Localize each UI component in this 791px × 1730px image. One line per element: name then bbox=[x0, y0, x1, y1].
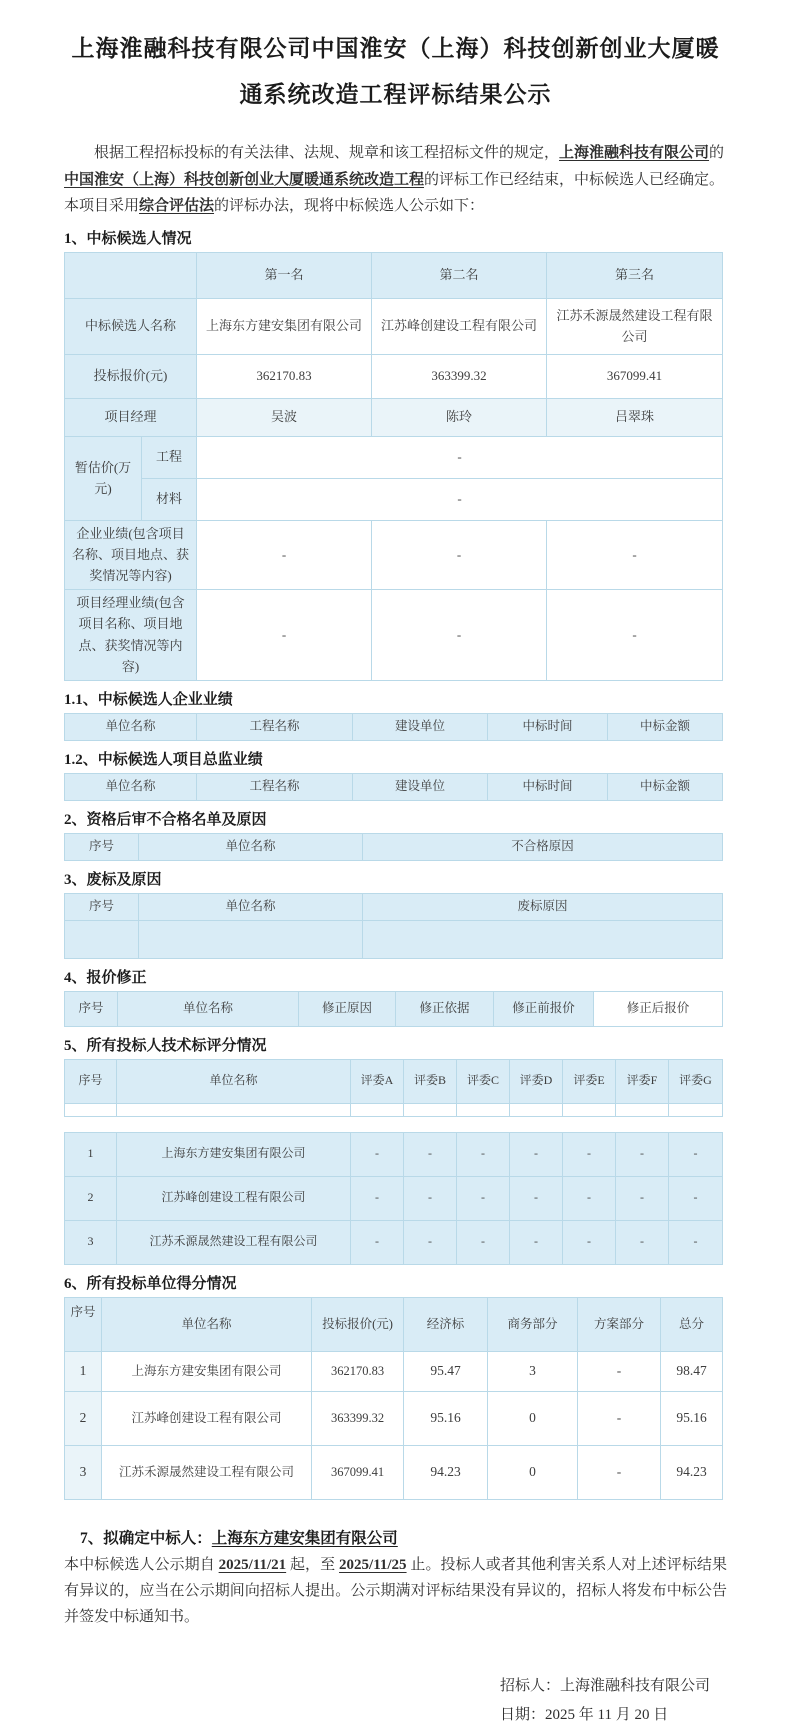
candidates-table bbox=[64, 252, 723, 681]
row-number: 1 bbox=[65, 1132, 117, 1176]
column-header: 序号 bbox=[65, 1059, 117, 1103]
plan-score: - bbox=[578, 1391, 661, 1445]
economic-score: 95.47 bbox=[404, 1351, 488, 1391]
judge-score: - bbox=[510, 1220, 563, 1264]
column-header: 单位名称 bbox=[118, 991, 299, 1026]
row-label: 企业业绩(包含项目名称、项目地点、获奖情况等内容) bbox=[65, 520, 197, 589]
judge-score: - bbox=[616, 1220, 669, 1264]
total-score: 98.47 bbox=[661, 1351, 723, 1391]
footer-date: 日期：2025 年 11 月 20 日 bbox=[500, 1706, 669, 1723]
judge-score: - bbox=[457, 1220, 510, 1264]
total-score: 94.23 bbox=[661, 1445, 723, 1499]
column-header: 评委G bbox=[669, 1059, 723, 1103]
bid-price: 367099.41 bbox=[312, 1445, 404, 1499]
row-label: 暂估价(万元) bbox=[65, 436, 142, 520]
total-score-table bbox=[64, 1297, 723, 1500]
publicity-start-date: 2025/11/21 bbox=[218, 1556, 287, 1573]
intro-paragraph bbox=[64, 140, 727, 220]
section-1-1-heading: 1.1、中标候选人企业业绩 bbox=[64, 691, 233, 708]
table-row bbox=[65, 298, 723, 354]
project-manager: 吕翠珠 bbox=[547, 398, 723, 436]
bidder-name: 江苏禾源晟然建设工程有限公司 bbox=[117, 1220, 351, 1264]
section-4-heading: 4、报价修正 bbox=[64, 969, 147, 986]
intro-text: 的 bbox=[709, 145, 725, 161]
candidate-name: 江苏禾源晟然建设工程有限公司 bbox=[547, 298, 723, 354]
column-header: 评委C bbox=[457, 1059, 510, 1103]
column-header: 建设单位 bbox=[353, 773, 488, 800]
row-number: 2 bbox=[65, 1391, 102, 1445]
rank-header-third: 第三名 bbox=[547, 252, 723, 298]
bid-price: 362170.83 bbox=[312, 1351, 404, 1391]
column-header: 单位名称 bbox=[65, 713, 197, 740]
judge-score: - bbox=[616, 1132, 669, 1176]
judge-score: - bbox=[351, 1132, 404, 1176]
column-header: 序号 bbox=[65, 893, 139, 920]
evaluation-method: 综合评估法 bbox=[139, 198, 215, 214]
row-number: 2 bbox=[65, 1176, 117, 1220]
section-7-heading bbox=[64, 1526, 727, 1548]
page-title: 上海淮融科技有限公司中国淮安（上海）科技创新创业大厦暖通系统改造工程评标结果公示 bbox=[71, 36, 720, 107]
judge-score: - bbox=[616, 1176, 669, 1220]
plan-score: - bbox=[578, 1445, 661, 1499]
table-row bbox=[65, 1297, 723, 1351]
signature-block bbox=[500, 1672, 727, 1730]
bid-price: 363399.32 bbox=[312, 1391, 404, 1445]
judge-score: - bbox=[404, 1132, 457, 1176]
judge-score: - bbox=[669, 1132, 723, 1176]
table-row bbox=[65, 520, 723, 589]
column-header: 经济标 bbox=[404, 1297, 488, 1351]
bid-price: 363399.32 bbox=[372, 354, 547, 398]
column-header: 总分 bbox=[661, 1297, 723, 1351]
corp-performance: - bbox=[547, 520, 723, 589]
project-name: 中国淮安（上海）科技创新创业大厦暖通系统改造工程 bbox=[64, 171, 425, 188]
row-number: 3 bbox=[65, 1445, 102, 1499]
row-number: 3 bbox=[65, 1220, 117, 1264]
judge-score: - bbox=[563, 1220, 616, 1264]
tech-score-data-table bbox=[64, 1132, 723, 1265]
table-gap bbox=[64, 1117, 727, 1132]
column-header: 方案部分 bbox=[578, 1297, 661, 1351]
column-header: 修正后报价 bbox=[594, 991, 723, 1026]
column-header: 评委E bbox=[563, 1059, 616, 1103]
column-header: 修正依据 bbox=[396, 991, 494, 1026]
table-row bbox=[65, 1220, 723, 1264]
column-header: 序号 bbox=[65, 833, 139, 860]
rank-header-second: 第二名 bbox=[372, 252, 547, 298]
judge-score: - bbox=[563, 1176, 616, 1220]
column-header: 工程名称 bbox=[197, 773, 353, 800]
table-cell-empty bbox=[65, 252, 197, 298]
table-cell-empty bbox=[65, 1103, 117, 1116]
column-header: 修正原因 bbox=[299, 991, 396, 1026]
table-cell-empty bbox=[117, 1103, 351, 1116]
price-correction-table bbox=[64, 991, 723, 1027]
table-cell-empty bbox=[669, 1103, 723, 1116]
corp-performance: - bbox=[372, 520, 547, 589]
table-row bbox=[65, 1132, 723, 1176]
table-row bbox=[65, 991, 723, 1026]
estimate-value: - bbox=[197, 436, 723, 478]
column-header: 评委D bbox=[510, 1059, 563, 1103]
judge-score: - bbox=[669, 1220, 723, 1264]
section-1-2-heading: 1.2、中标候选人项目总监业绩 bbox=[64, 751, 263, 768]
pm-performance: - bbox=[372, 589, 547, 680]
table-row bbox=[65, 354, 723, 398]
table-cell-empty bbox=[457, 1103, 510, 1116]
column-header: 不合格原因 bbox=[363, 833, 723, 860]
row-label: 中标候选人名称 bbox=[65, 298, 197, 354]
table-row bbox=[65, 1176, 723, 1220]
row-label: 项目经理 bbox=[65, 398, 197, 436]
table-row-empty bbox=[65, 920, 723, 958]
publicity-end-date: 2025/11/25 bbox=[339, 1556, 407, 1573]
footer-tenderer: 招标人：上海淮融科技有限公司 bbox=[500, 1677, 711, 1694]
table-cell-empty bbox=[351, 1103, 404, 1116]
closing-text: 止。投标人或者其他利害关系人对上述评标结果有异议的，应当在公示期间向招标人提出。公示期满对评标结果没有异议的，招标人将发布中标公告并签发中标通知书。 bbox=[64, 1556, 727, 1625]
business-score: 3 bbox=[488, 1351, 578, 1391]
column-header: 商务部分 bbox=[488, 1297, 578, 1351]
table-row bbox=[65, 833, 723, 860]
pm-performance: - bbox=[197, 589, 372, 680]
judge-score: - bbox=[510, 1176, 563, 1220]
business-score: 0 bbox=[488, 1445, 578, 1499]
column-header: 评委B bbox=[404, 1059, 457, 1103]
estimate-value: - bbox=[197, 478, 723, 520]
table-row bbox=[65, 713, 723, 740]
winner-label: 7、拟确定中标人： bbox=[80, 1529, 212, 1547]
table-row-empty bbox=[65, 1103, 723, 1116]
row-sublabel: 材料 bbox=[142, 478, 197, 520]
table-row bbox=[65, 436, 723, 478]
column-header: 单位名称 bbox=[117, 1059, 351, 1103]
column-header: 评委A bbox=[351, 1059, 404, 1103]
table-row bbox=[65, 1059, 723, 1103]
column-header: 投标报价(元) bbox=[312, 1297, 404, 1351]
row-number: 1 bbox=[65, 1351, 102, 1391]
tech-score-header-table bbox=[64, 1059, 723, 1117]
section-2-heading: 2、资格后审不合格名单及原因 bbox=[64, 811, 267, 828]
table-cell-empty bbox=[510, 1103, 563, 1116]
table-cell-empty bbox=[563, 1103, 616, 1116]
table-row bbox=[65, 1391, 723, 1445]
judge-score: - bbox=[404, 1176, 457, 1220]
column-header: 单位名称 bbox=[102, 1297, 312, 1351]
row-label: 投标报价(元) bbox=[65, 354, 197, 398]
table-row bbox=[65, 252, 723, 298]
table-row bbox=[65, 1351, 723, 1391]
table-cell-empty bbox=[139, 920, 363, 958]
intro-text: 根据工程招标投标的有关法律、法规、规章和该工程招标文件的规定， bbox=[94, 145, 560, 161]
tenderer-name: 上海淮融科技有限公司 bbox=[559, 145, 710, 161]
closing-text: 本中标候选人公示期自 bbox=[64, 1556, 219, 1573]
column-header: 中标金额 bbox=[608, 713, 723, 740]
column-header: 建设单位 bbox=[353, 713, 488, 740]
table-row bbox=[65, 893, 723, 920]
column-header: 中标时间 bbox=[488, 713, 608, 740]
table-row bbox=[65, 1445, 723, 1499]
row-label: 项目经理业绩(包含项目名称、项目地点、获奖情况等内容) bbox=[65, 589, 197, 680]
project-manager: 陈玲 bbox=[372, 398, 547, 436]
column-header: 单位名称 bbox=[65, 773, 197, 800]
economic-score: 95.16 bbox=[404, 1391, 488, 1445]
table-cell-empty bbox=[363, 920, 723, 958]
column-header: 中标金额 bbox=[608, 773, 723, 800]
judge-score: - bbox=[457, 1176, 510, 1220]
corp-performance-table bbox=[64, 713, 723, 741]
column-header: 序号 bbox=[65, 1297, 102, 1351]
rejected-bids-table bbox=[64, 893, 723, 959]
bidder-name: 江苏峰创建设工程有限公司 bbox=[117, 1176, 351, 1220]
total-score: 95.16 bbox=[661, 1391, 723, 1445]
bidder-name: 上海东方建安集团有限公司 bbox=[102, 1351, 312, 1391]
candidate-name: 上海东方建安集团有限公司 bbox=[197, 298, 372, 354]
project-manager: 吴波 bbox=[197, 398, 372, 436]
intro-text: 的评标工作已经结束，中标候选人已经确定。本项目采用 bbox=[64, 171, 725, 214]
plan-score: - bbox=[578, 1351, 661, 1391]
section-1-heading: 1、中标候选人情况 bbox=[64, 230, 192, 247]
judge-score: - bbox=[510, 1132, 563, 1176]
table-cell-empty bbox=[404, 1103, 457, 1116]
bidder-name: 上海东方建安集团有限公司 bbox=[117, 1132, 351, 1176]
table-row bbox=[65, 773, 723, 800]
column-header: 中标时间 bbox=[488, 773, 608, 800]
row-sublabel: 工程 bbox=[142, 436, 197, 478]
director-performance-table bbox=[64, 773, 723, 801]
judge-score: - bbox=[351, 1176, 404, 1220]
judge-score: - bbox=[457, 1132, 510, 1176]
judge-score: - bbox=[669, 1176, 723, 1220]
economic-score: 94.23 bbox=[404, 1445, 488, 1499]
judge-score: - bbox=[563, 1132, 616, 1176]
table-cell-empty bbox=[616, 1103, 669, 1116]
corp-performance: - bbox=[197, 520, 372, 589]
section-6-heading: 6、所有投标单位得分情况 bbox=[64, 1275, 237, 1292]
disqualified-table bbox=[64, 833, 723, 861]
table-row bbox=[65, 398, 723, 436]
candidate-name: 江苏峰创建设工程有限公司 bbox=[372, 298, 547, 354]
column-header: 修正前报价 bbox=[494, 991, 594, 1026]
table-cell-empty bbox=[65, 920, 139, 958]
column-header: 废标原因 bbox=[363, 893, 723, 920]
rank-header-first: 第一名 bbox=[197, 252, 372, 298]
bid-price: 362170.83 bbox=[197, 354, 372, 398]
table-row bbox=[65, 589, 723, 680]
column-header: 工程名称 bbox=[197, 713, 353, 740]
column-header: 评委F bbox=[616, 1059, 669, 1103]
closing-paragraph bbox=[64, 1552, 727, 1630]
closing-text: 起，至 bbox=[286, 1556, 340, 1573]
bid-price: 367099.41 bbox=[547, 354, 723, 398]
bidder-name: 江苏峰创建设工程有限公司 bbox=[102, 1391, 312, 1445]
business-score: 0 bbox=[488, 1391, 578, 1445]
table-row bbox=[65, 478, 723, 520]
judge-score: - bbox=[404, 1220, 457, 1264]
winner-name: 上海东方建安集团有限公司 bbox=[211, 1529, 398, 1547]
section-3-heading: 3、废标及原因 bbox=[64, 871, 162, 888]
column-header: 单位名称 bbox=[139, 833, 363, 860]
column-header: 单位名称 bbox=[139, 893, 363, 920]
intro-text: 的评标办法，现将中标候选人公示如下： bbox=[214, 198, 485, 214]
judge-score: - bbox=[351, 1220, 404, 1264]
section-5-heading: 5、所有投标人技术标评分情况 bbox=[64, 1037, 267, 1054]
column-header: 序号 bbox=[65, 991, 118, 1026]
pm-performance: - bbox=[547, 589, 723, 680]
bidder-name: 江苏禾源晟然建设工程有限公司 bbox=[102, 1445, 312, 1499]
